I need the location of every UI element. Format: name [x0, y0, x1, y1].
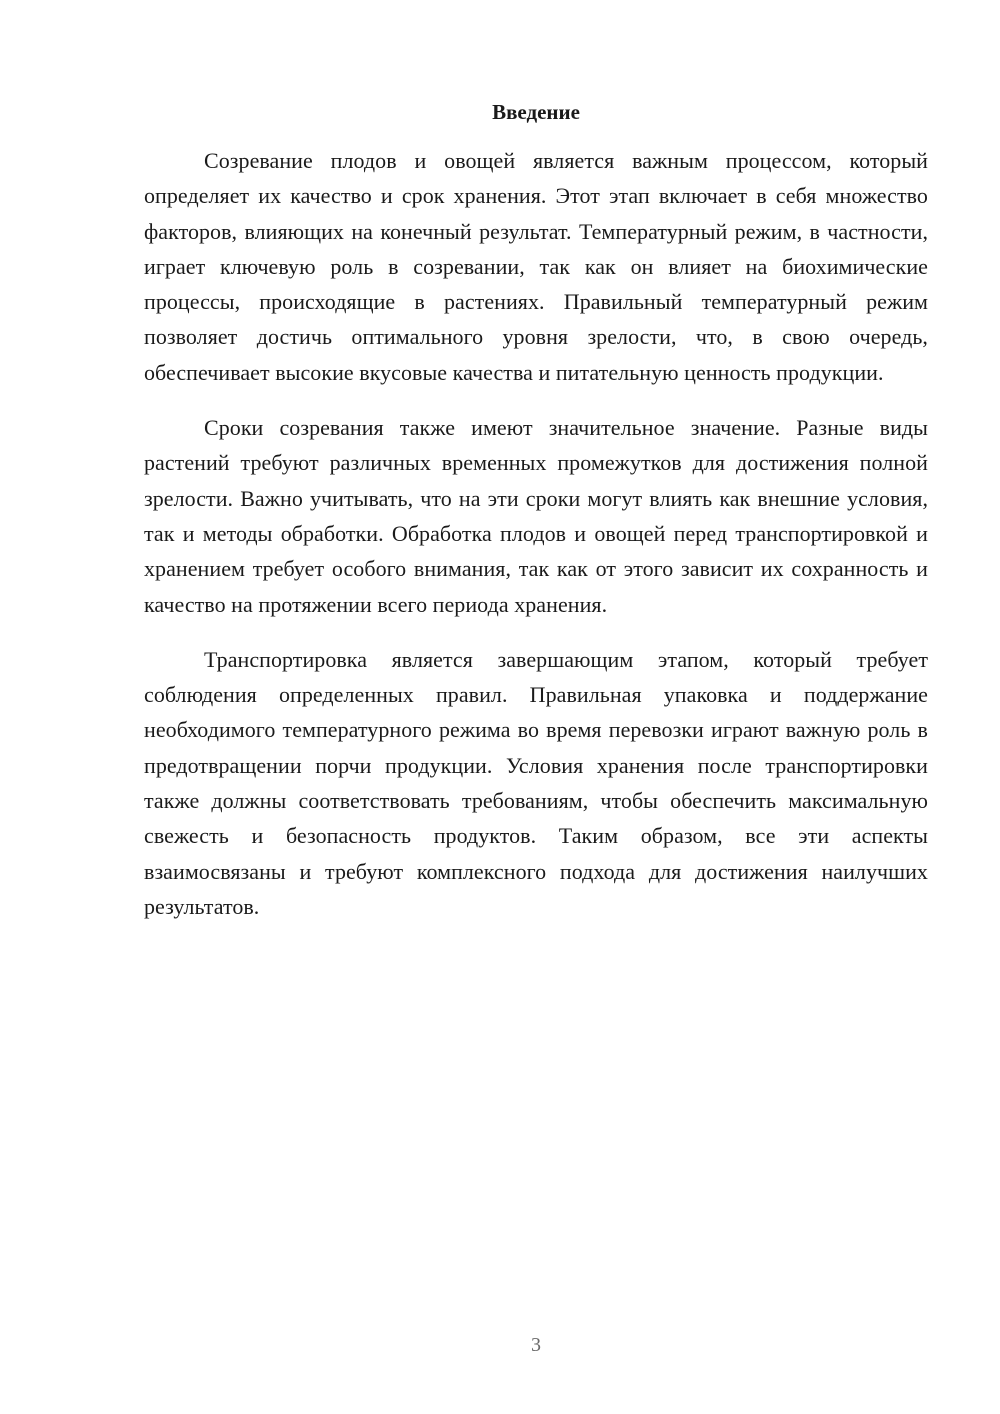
- paragraph: Созревание плодов и овощей является важным процессом, который определяет их качество и срок хранения. Этот этап включает в себя множество факторов, влияющих на конечный результат. Температурный режим, в частности, играет ключевую роль в созревании, так как он влияет на биохимические процессы, происходящие в растениях. Правильный температурный режим позволяет достичь оптимального уровня зрелости, что, в свою очередь, обеспечивает высокие вкусовые качества и питательную ценность продукции.: [144, 148, 928, 385]
- body-text: [144, 143, 928, 944]
- section-heading: Введение: [492, 100, 580, 124]
- page-number: 3: [531, 1334, 541, 1356]
- paragraph: Транспортировка является завершающим этапом, который требует соблюдения определенных правил. Правильная упаковка и поддержание необходимого температурного режима во время перевозки играют важную роль в предотвращении порчи продукции. Условия хранения после транспортировки также должны соответствовать требованиям, чтобы обеспечить максимальную свежесть и безопасность продуктов. Таким образом, все эти аспекты взаимосвязаны и требуют комплексного подхода для достижения наилучших результатов.: [144, 646, 928, 919]
- paragraph: Сроки созревания также имеют значительное значение. Разные виды растений требуют различных временных промежутков для достижения полной зрелости. Важно учитывать, что на эти сроки могут влиять как внешние условия, так и методы обработки. Обработка плодов и овощей перед транспортировкой и хранением требует особого внимания, так как от этого зависит их сохранность и качество на протяжении всего периода хранения.: [144, 415, 928, 617]
